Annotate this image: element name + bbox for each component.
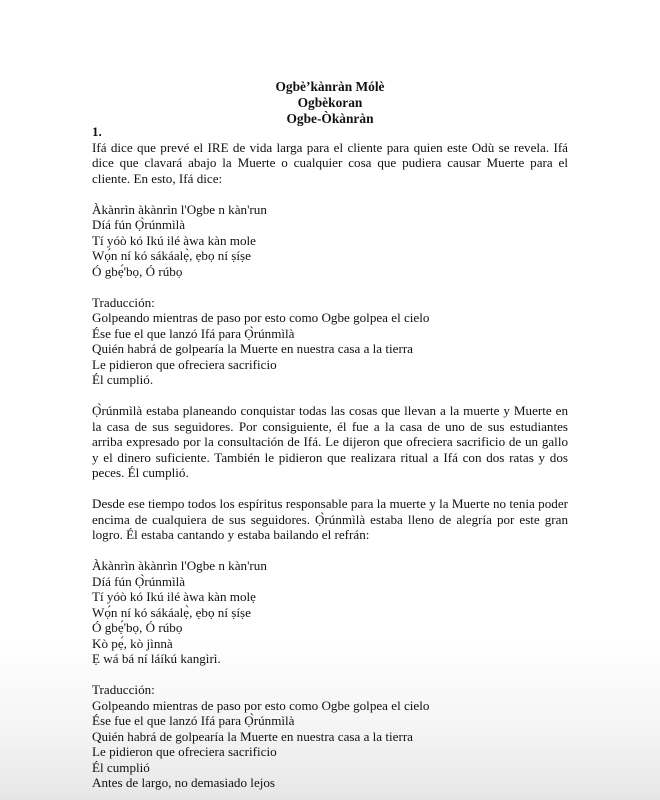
translation-line: Quién habrá de golpearía la Muerte en nuestra casa a la tierra — [92, 341, 413, 356]
translation-line: Golpeando mientras de paso por esto como Ogbe golpea el cielo — [92, 697, 430, 713]
title-line-2: Ogbèkoran — [297, 95, 363, 110]
verse-line: Ó gbẹ́'bọ, Ó rúbọ — [92, 620, 183, 635]
verse-line: Àkànrìn àkànrìn l'Ogbe n kàn'run — [92, 201, 267, 217]
verse-line: Díá fún Ọ̀rúnmìlà — [92, 217, 186, 232]
translation-line: Le pidieron que ofreciera sacrificio — [92, 356, 277, 372]
verse-line: Tí yóò kó Ikú ilé àwa kàn molẹ — [92, 589, 256, 604]
section-number: 1. — [92, 124, 102, 139]
translation-line: Ése fue el que lanzó Ifá para Ọ̀rúnmìlà — [92, 325, 295, 341]
body-paragraph-1: Ọ̀rúnmìlà estaba planeando conquistar todas las cosas que llevan a la muerte y Muerte en la casa de sus seguidores. Por consiguiente, él fue a la casa de uno de sus estudiantes arriba expresado por la consultación de Ifá. Le dijeron que ofreciera sacrificio de un gallo y el dinero suficiente. También le pidieron que realizara ritual a Ifá con dos ratas y dos peces. Él cumplió. — [92, 403, 568, 480]
title-line-1: Ogbè’kànràn Mólè — [275, 79, 385, 94]
body-paragraph-2: Desde ese tiempo todos los espíritus responsable para la muerte y la Muerte no tenia poder encima de cualquiera de sus seguidores. Ọ̀rúnmìlà estaba lleno de alegría por este gran logro. Él estaba cantando y estaba bailando el refrán: — [92, 496, 568, 542]
translation-2 — [92, 682, 568, 791]
document-title — [0, 79, 660, 127]
verse-line: Wọ́n ní kó sákáalẹ̀, ẹbọ ní ṣíṣe — [92, 248, 251, 263]
verse-line: Ó gbẹ́'bọ, Ó rúbọ — [92, 263, 183, 279]
verse-line: Wọ́n ní kó sákáalẹ̀, ẹbọ ní ṣíṣe — [92, 604, 251, 620]
verse-2 — [92, 558, 568, 667]
verse-line: Kò pẹ́, kò jìnnà — [92, 635, 173, 651]
translation-line: Quién habrá de golpearía la Muerte en nuestra casa a la tierra — [92, 728, 413, 744]
verse-1 — [92, 202, 568, 280]
document-body — [92, 124, 568, 791]
verse-line: Àkànrìn àkànrìn l'Ogbe n kàn'run — [92, 558, 267, 573]
translation-label: Traducción: — [92, 682, 155, 697]
verse-line: Ẹ wá bá ní láíkú kangìrì. — [92, 651, 221, 666]
translation-line: Él cumplió. — [92, 372, 154, 387]
translation-line: Le pidieron que ofreciera sacrificio — [92, 744, 277, 759]
verse-line: Díá fún Ọ̀rúnmìlà — [92, 573, 186, 589]
translation-line: Antes de largo, no demasiado lejos — [92, 775, 276, 790]
verse-line: Tí yóò kó Ikú ilé àwa kàn mole — [92, 232, 256, 248]
title-line-3: Ogbe-Òkànràn — [286, 111, 374, 126]
intro-paragraph: Ifá dice que prevé el IRE de vida larga para el cliente para quien este Odù se revela. Ifá dice que clavará abajo la Muerte o cualquier cosa que pudiera causar Muerte para el cliente. En esto, Ifá dice: — [92, 139, 568, 186]
translation-line: Golpeando mientras de paso por esto como Ogbe golpea el cielo — [92, 310, 430, 325]
translation-label: Traducción: — [92, 294, 155, 310]
translation-1 — [92, 295, 568, 388]
translation-line: Ése fue el que lanzó Ifá para Ọ̀rúnmìlà — [92, 713, 295, 728]
translation-line: Él cumplió — [92, 759, 150, 775]
